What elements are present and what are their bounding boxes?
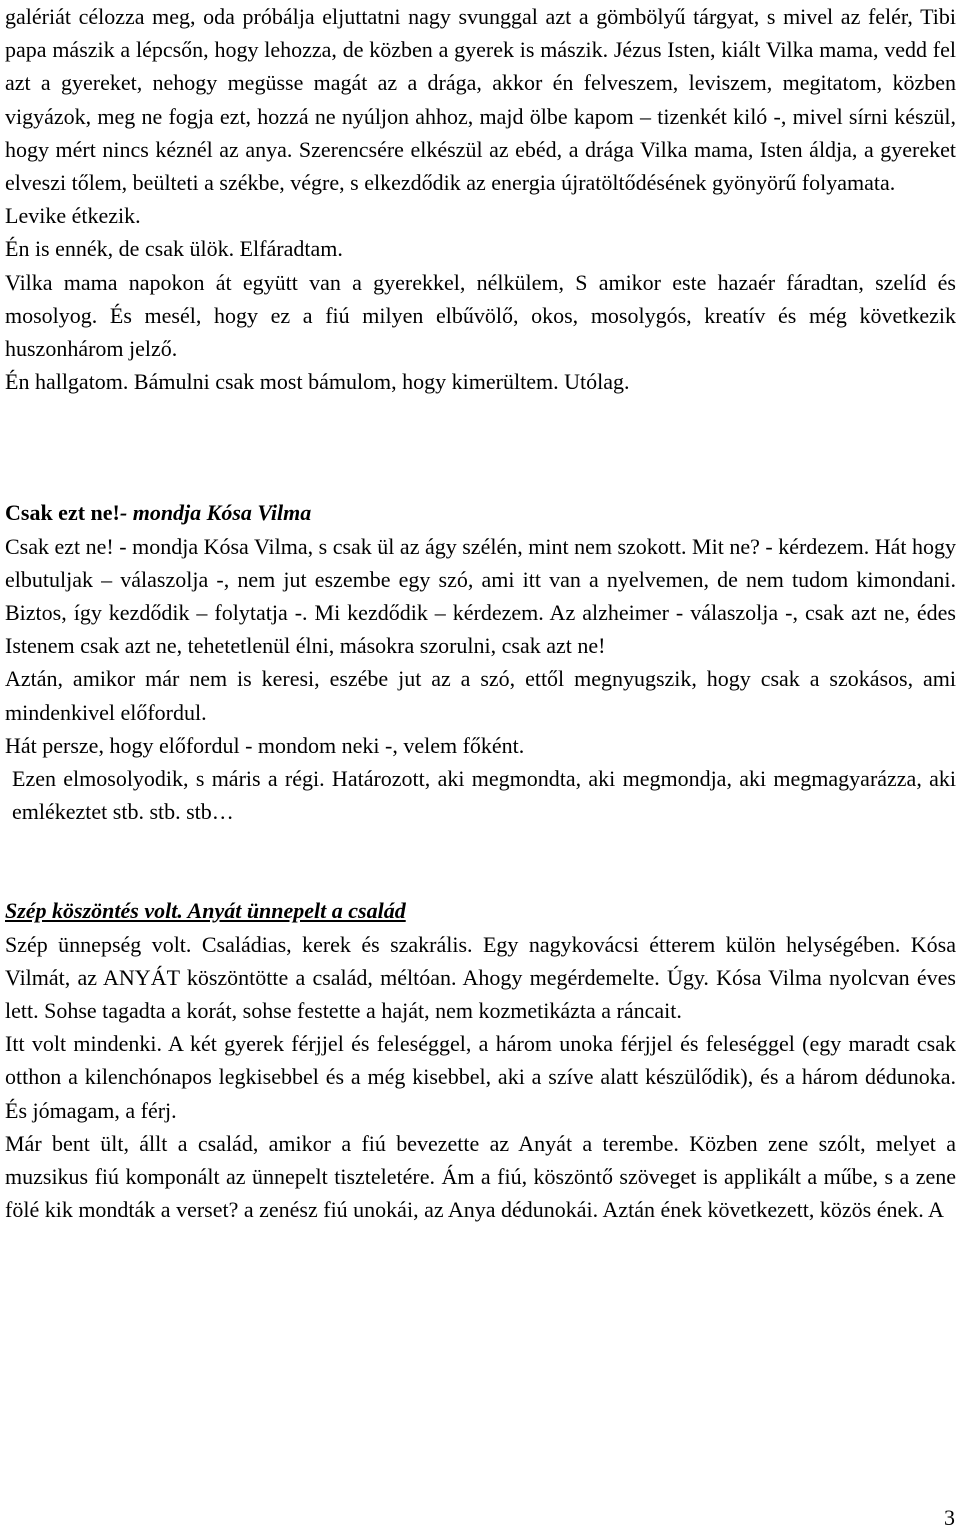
paragraph: Levike étkezik. — [5, 203, 141, 229]
paragraph: Én is ennék, de csak ülök. Elfáradtam. — [5, 236, 343, 262]
paragraph: Aztán, amikor már nem is keresi, eszébe jut az a szó, ettől megnyugszik, hogy csak a szokásos, ami mindenkivel előfordul. — [5, 666, 956, 725]
section-spacer — [5, 828, 956, 894]
section-heading — [5, 496, 956, 529]
heading-subtitle: - mondja Kósa Vilma — [119, 500, 312, 526]
document-page — [5, 0, 956, 1227]
paragraph: galériát célozza meg, oda próbálja eljuttatni nagy svunggal azt a gömbölyű tárgyat, s mivel az felér, Tibi papa mászik a lépcsőn, hogy lehozza, de közben a gyerek is mászik. Jézus Isten, kiált Vilka mama, vedd fel azt a gyereket, nehogy megüsse magát az a drága, akkor én felveszem, leviszem, megitatom, közben vigyázok, meg ne fogja ezt, hozzá ne nyúljon ahhoz, majd ölbe kapom – tizenkét kiló -, mivel sírni készül, hogy mért nincs kéznél az anya. Szerencsére elkészül az ebéd, a drága Vilka mama, Isten áldja, a gyereket elveszi tőlem, beülteti a székbe, végre, s elkezdődik az energia újratöltődésének gyönyörű folyamata. — [5, 4, 956, 196]
page-number: 3 — [944, 1505, 955, 1530]
section-spacer — [5, 398, 956, 496]
paragraph: Már bent ült, állt a család, amikor a fiú bevezette az Anyát a terembe. Közben zene szólt, melyet a muzsikus fiú komponált az ünnepelt tiszteletére. Ám a fiú, köszöntő szöveget is applikált a műbe, s a zene fölé kik mondták a verset? a zenész fiú unokái, az Anya dédunokái. Aztán ének következett, közös ének. A — [5, 1130, 956, 1223]
paragraph: Ezen elmosolyodik, s máris a régi. Határozott, aki megmondta, aki megmondja, aki megmagyarázza, aki emlékeztet stb. stb. stb… — [12, 766, 956, 825]
paragraph: Szép ünnepség volt. Családias, kerek és szakrális. Egy nagykovácsi étterem külön helységében. Kósa Vilmát, az ANYÁT köszöntötte a család, méltóan. Ahogy megérdemelte. Úgy. Kósa Vilma nyolcvan éves lett. Sohse tagadta a korát, sohse festette a haját, nem kozmetikázta a ráncait. — [5, 931, 956, 1024]
section-heading — [5, 894, 956, 927]
section-csak-ezt-ne — [5, 496, 956, 828]
paragraph: Én hallgatom. Bámulni csak most bámulom, hogy kimerültem. Utólag. — [5, 369, 630, 395]
paragraph: Itt volt mindenki. A két gyerek férjjel és feleséggel, a három unoka férjjel és feleséggel (egy maradt csak otthon a kilenchónapos legkisebbel és a még kisebbel, aki a szíve alatt készülődik), és a három dédunoka. És jómagam, a férj. — [5, 1031, 956, 1123]
paragraph: Csak ezt ne! - mondja Kósa Vilma, s csak ül az ágy szélén, mint nem szokott. Mit ne? - kérdezem. Hát hogy elbutuljak – válaszolja -, nem jut eszembe egy szó, ami itt van a nyelvemen, de nem tudom kimondani. Biztos, így kezdődik – folytatja -. Mi kezdődik – kérdezem. Az alzheimer - válaszolja -, csak azt ne, édes Istenem csak azt ne, tehetetlenül élni, másokra szorulni, csak azt ne! — [5, 533, 956, 659]
heading-main: Csak ezt ne! — [5, 500, 120, 526]
section-szep-koszontes — [5, 894, 956, 1226]
paragraph: Hát persze, hogy előfordul - mondom neki -, velem főként. — [5, 732, 525, 758]
heading-main: Szép köszöntés volt. Anyát ünnepelt a család — [5, 898, 406, 924]
paragraph: Vilka mama napokon át együtt van a gyerekkel, nélkülem, S amikor este hazaér fáradtan, szelíd és mosolyog. És mesél, hogy ez a fiú milyen elbűvölő, okos, mosolygós, kreatív és még következik huszonhárom jelző. — [5, 269, 956, 362]
section-story-vilka — [5, 0, 956, 398]
